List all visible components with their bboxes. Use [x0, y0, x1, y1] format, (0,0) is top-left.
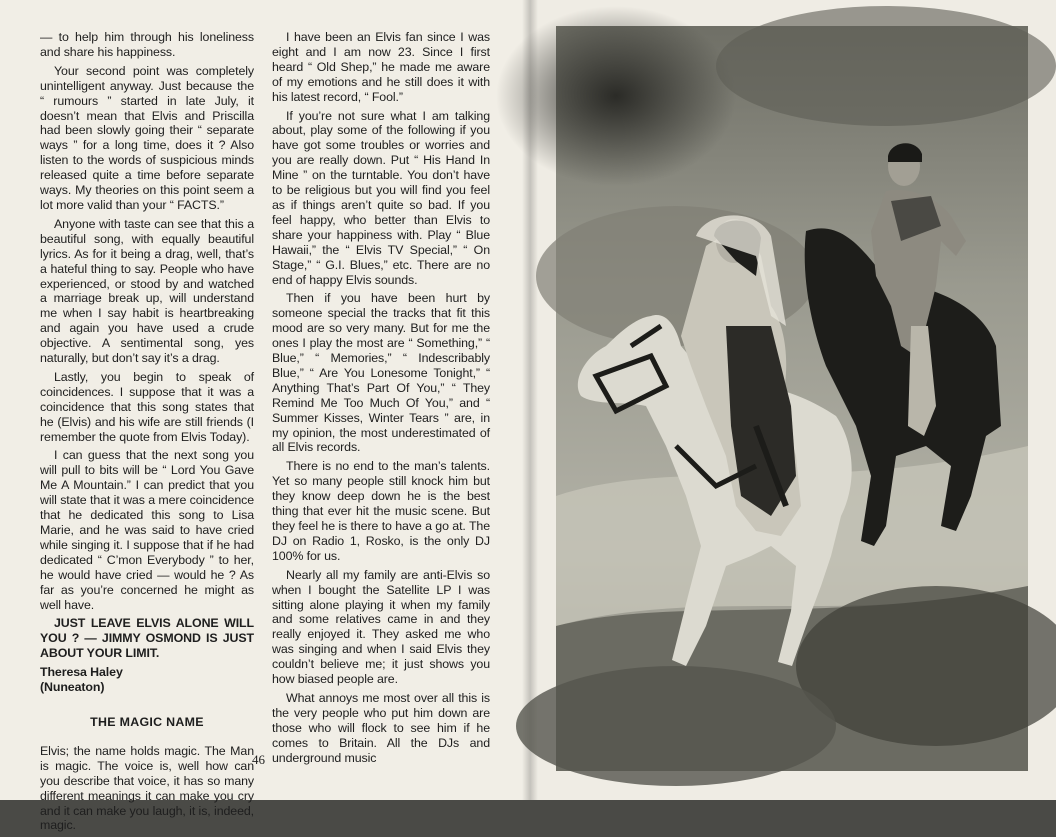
paragraph: I have been an Elvis fan since I was eight and I am now 23. Since I first heard “ Old Shep,” he made me aware of my emotions and he still does it with his latest record, “ Fool.” [272, 30, 490, 104]
text-column-1 [40, 30, 254, 837]
paragraph: Anyone with taste can see that this a beautiful song, with equally beautiful lyrics. As for it being a drag, well, that’s a hateful thing to say. People who have experienced, or stood by and watched a marriage break up, will understand me when I say habit is heartbreaking and again you have used a crude objective. A sentimental song, yes naturally, but don’t say it’s a drag. [40, 216, 254, 366]
signature-name: Theresa Haley [40, 665, 123, 680]
paragraph: Elvis; the name holds magic. The Man is magic. The voice is, well how can you describe that voice, it has so many different meanings it can make you cry and it can make you laugh, it is, indeed, magic. [40, 743, 254, 833]
closing-statement: JUST LEAVE ELVIS ALONE WILL YOU ? — JIMMY OSMOND IS JUST ABOUT YOUR LIMIT. [40, 616, 254, 661]
paragraph: Lastly, you begin to speak of coincidences. I suppose that it was a coincidence that this song states that he (Elvis) and his wife are still friends (I remember the quote from Elvis Today). [40, 369, 254, 444]
paragraph: Nearly all my family are anti-Elvis so when I bought the Satellite LP I was sitting alone playing it when my family and some relatives came in and they really enjoyed it. They asked me who was singing and when I said Elvis they couldn’t believe me; it just shows you how biased people are. [272, 567, 490, 687]
left-page [0, 0, 530, 833]
paragraph: If you’re not sure what I am talking about, play some of the following if you have got some troubles or worries and you are really down. Put “ His Hand In Mine ” on the turntable. You don’t have to be religious but you will find you feel as if things aren’t quite so bad. If you feel happy, who better than Elvis to share your happiness with. Play “ Blue Hawaii,” the “ Elvis TV Special,” “ On Stage,” “ G.I. Blues,” etc. There are no end of happy Elvis sounds. [272, 108, 490, 287]
dark-foliage [496, 6, 736, 186]
text-column-2 [272, 30, 490, 770]
photograph-riders-on-horseback [556, 26, 1028, 771]
paragraph: I can guess that the next song you will pull to bits will be “ Lord You Gave Me A Mountain.” I can predict that you will state that it was a mere coincidence that he dedicated this song to Lisa Marie, and he was said to have cried while singing it. I suppose that if he had dedicated “ C’mon Everybody ” to her, he would have cried — would he ? As far as you’re concerned he might as well have. [40, 448, 254, 612]
paragraph: There is no end to the man’s talents. Yet so many people still knock him but they know deep down he is the best thing that ever hit the music scene. But they feel he is there to have a go at. The DJ on Radio 1, Rosko, is the only DJ 100% for us. [272, 459, 490, 563]
paragraph: What annoys me most over all this is the very people who put him down are those who will flock to see him if he comes to Britain. All the DJs and underground music [272, 690, 490, 765]
paragraph: Then if you have been hurt by someone special the tracks that fit this mood are so very many. But for me the ones I play the most are “ Something,” “ Blue,” “ Memories,” “ Indescribably Blue,” “ Are You Lonesome Tonight,” “ Anything That’s Part Of You,” “ They Remind Me Too Much Of You,” and “ Summer Kisses, Winter Tears ” are, in my opinion, the most underestimated of all Elvis records. [272, 291, 490, 455]
section-heading: THE MAGIC NAME [90, 714, 204, 729]
paragraph: — to help him through his loneliness and share his happiness. [40, 30, 254, 59]
signature-place: (Nuneaton) [40, 680, 105, 695]
page-number: 46 [252, 752, 265, 767]
paragraph: Your second point was completely unintelligent anyway. Just because the “ rumours ” started in late July, it doesn’t mean that Elvis and Priscilla had been slowly going their “ separate ways ” for a long time, does it ? Also listen to the words of suspicious minds released quite a time before separate ways. My theories on this point seem a lot more valid than your “ FACTS.” [40, 63, 254, 212]
